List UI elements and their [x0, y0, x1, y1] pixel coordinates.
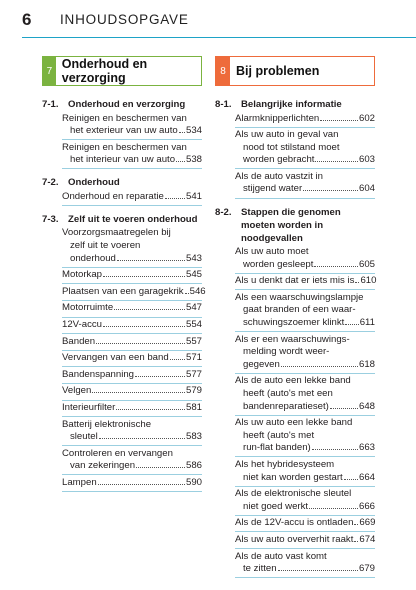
toc-entry[interactable]: [62, 268, 202, 285]
subsection-gap: [215, 199, 375, 203]
toc-column-right: [215, 56, 375, 578]
toc-entry-page: 590: [185, 476, 202, 488]
toc-entry-line: Reinigen en beschermen van: [62, 112, 187, 124]
toc-entry-line: Motorkap: [62, 269, 102, 281]
toc-entry-line: bandenreparatieset): [243, 400, 329, 412]
toc-entry[interactable]: [62, 226, 202, 268]
toc-entry-list: [235, 111, 375, 199]
toc-entry-last-line: [235, 183, 375, 196]
toc-entry-line: Lampen: [62, 476, 97, 488]
toc-entry-line: schuwingszoemer klinkt: [243, 317, 345, 329]
dot-leader: [92, 392, 185, 393]
toc-entry-last-line: [235, 275, 375, 288]
subsection-list: [42, 98, 206, 492]
toc-entry-line: van zekeringen: [70, 460, 136, 472]
toc-entry-page: 618: [358, 358, 375, 370]
toc-entry-page: 571: [185, 352, 202, 364]
toc-entry[interactable]: [62, 384, 202, 401]
toc-column-left: [42, 56, 206, 492]
toc-entry-line: niet kan worden gestart: [243, 471, 343, 483]
dot-leader: [185, 293, 189, 294]
toc-entry-line: Als de auto vast komt: [235, 550, 327, 562]
toc-entry[interactable]: [62, 401, 202, 418]
toc-entry-line: Als uw auto oververhit raakt: [235, 533, 354, 545]
subsection-title: Stappen die genomen moeten worden in noodgevallen: [241, 206, 341, 244]
subsection-title: Onderhoud en verzorging: [68, 99, 186, 110]
toc-entry-page: 603: [358, 154, 375, 166]
toc-entry-line: Als er een waarschuwings-: [235, 333, 350, 345]
toc-entry-line: 12V-accu: [62, 319, 103, 331]
toc-entry-page: 579: [185, 385, 202, 397]
toc-entry-line: Als u denkt dat er iets mis is: [235, 275, 355, 287]
toc-entry-line: Motorruimte: [62, 302, 114, 314]
toc-entry-line: niet goed werkt: [243, 500, 309, 512]
toc-entry-line: zelf uit te voeren: [70, 240, 141, 252]
toc-entry-last-line: [235, 259, 375, 272]
dot-leader: [312, 449, 358, 450]
toc-entry-last-line: [235, 401, 375, 414]
toc-entry-page: 547: [185, 302, 202, 314]
toc-entry-last-line: [235, 113, 375, 126]
toc-entry-page: 666: [358, 500, 375, 512]
toc-entry-line: gaat branden of een waar-: [243, 304, 356, 316]
subsection-number: 8-1.: [215, 99, 232, 110]
toc-entry-page: 586: [185, 460, 202, 472]
dot-leader: [176, 161, 185, 162]
toc-entry-line: worden gebracht: [243, 154, 315, 166]
dot-leader: [98, 484, 185, 485]
toc-entry-list: [235, 245, 375, 579]
toc-entry[interactable]: [62, 318, 202, 335]
toc-entry-page: 583: [185, 431, 202, 443]
toc-entry-last-line: [235, 317, 375, 330]
toc-entry-last-line: [62, 385, 202, 398]
toc-entry-page: 557: [185, 335, 202, 347]
toc-entry-line: worden gesleept: [243, 258, 314, 270]
toc-entry-line: Voorzorgsmaatregelen bij: [62, 227, 171, 239]
toc-entry[interactable]: [235, 516, 375, 533]
toc-entry-line: Reinigen en beschermen van: [62, 141, 187, 153]
toc-entry-line: melding wordt weer-: [243, 346, 330, 358]
toc-entry-line: Plaatsen van een garagekrik: [62, 285, 184, 297]
toc-entry-line: Als uw auto in geval van: [235, 129, 339, 141]
toc-entry[interactable]: [235, 416, 375, 458]
dot-leader: [330, 408, 358, 409]
dot-leader: [320, 120, 358, 121]
toc-entry[interactable]: [235, 457, 375, 486]
dot-leader: [303, 190, 358, 191]
subsection-gap: [42, 169, 202, 173]
toc-entry-last-line: [235, 517, 375, 530]
toc-entry-line: het interieur van uw auto: [70, 154, 176, 166]
subsection-list: [215, 98, 375, 578]
toc-entry-line: Velgen: [62, 385, 92, 397]
page-header: [0, 0, 416, 40]
toc-entry-line: Alarmknipperlichten: [235, 112, 320, 124]
toc-entry-line: Als uw auto een lekke band: [235, 417, 353, 429]
toc-entry-line: Als de auto vastzit in: [235, 170, 323, 182]
page-title: INHOUDSOPGAVE: [60, 12, 189, 27]
toc-entry-page: 604: [358, 183, 375, 195]
toc-entry-last-line: [235, 154, 375, 167]
toc-entry[interactable]: [235, 274, 375, 291]
toc-entry-line: Als een waarschuwingslampje: [235, 291, 364, 303]
toc-entry[interactable]: [62, 475, 202, 492]
page-number: 6: [22, 10, 32, 29]
dot-leader: [103, 326, 185, 327]
toc-entry-page: 554: [185, 319, 202, 331]
subsection-heading[interactable]: [42, 213, 202, 226]
section-number: 7: [43, 57, 56, 85]
toc-entry-line: Vervangen van een band: [62, 352, 169, 364]
dot-leader: [278, 570, 358, 571]
toc-entry-last-line: [235, 442, 375, 455]
toc-entry-last-line: [235, 501, 375, 514]
header-divider: [22, 37, 416, 38]
section-number: 8: [216, 57, 230, 85]
toc-entry[interactable]: [62, 367, 202, 384]
dot-leader: [179, 132, 185, 133]
toc-entry-line: Bandenspanning: [62, 368, 135, 380]
subsection-heading[interactable]: [215, 98, 375, 111]
toc-entry-page: 679: [358, 563, 375, 575]
toc-entry-list: [62, 226, 206, 492]
toc-entry-page: 669: [359, 517, 376, 529]
toc-entry-page: 664: [358, 471, 375, 483]
toc-entry-line: Als de auto een lekke band: [235, 375, 351, 387]
toc-entry[interactable]: [62, 417, 202, 446]
section-header[interactable]: [42, 56, 202, 86]
dot-leader: [96, 343, 185, 344]
toc-entry-line: Banden: [62, 335, 96, 347]
toc-entry-line: stijgend water: [243, 183, 303, 195]
toc-entry-last-line: [62, 269, 202, 282]
subsection-number: 7-3.: [42, 213, 59, 225]
subsection-number: 8-2.: [215, 206, 232, 218]
subsection-number: 7-2.: [42, 177, 59, 189]
toc-entry-page: 545: [185, 269, 202, 281]
toc-entry-page: 541: [185, 190, 202, 202]
section-title: Bij problemen: [236, 64, 320, 78]
toc-entry-line: Als het hybridesysteem: [235, 458, 335, 470]
toc-entry-line: Interieurfilter: [62, 402, 116, 413]
dot-leader: [281, 366, 358, 367]
toc-entry-page: 543: [185, 252, 202, 264]
toc-entry-line: het exterieur van uw auto: [70, 125, 178, 137]
toc-entry-line: Als de 12V-accu is ontladen: [235, 517, 354, 529]
toc-entry-line: heeft (auto's met een: [243, 388, 333, 399]
toc-entry-page: 663: [358, 442, 375, 454]
toc-entry-page: 546: [189, 285, 206, 297]
section-header[interactable]: [215, 56, 375, 86]
dot-leader: [355, 282, 359, 283]
dot-leader: [170, 359, 185, 360]
dot-leader: [314, 266, 358, 267]
toc-entry-line: sleutel: [70, 431, 98, 443]
toc-entry-page: 577: [185, 368, 202, 380]
toc-entry-last-line: [235, 563, 375, 576]
toc-entry-last-line: [62, 154, 202, 167]
toc-entry[interactable]: [235, 487, 375, 516]
toc-entry-last-line: [62, 253, 202, 266]
section-title: Onderhoud en verzorging: [61, 57, 148, 85]
toc-entry-line: onderhoud: [70, 252, 116, 264]
toc-entry[interactable]: [62, 140, 202, 169]
toc-entry-page: 674: [359, 533, 376, 545]
dot-leader: [354, 524, 358, 525]
toc-entry-page: 610: [360, 275, 377, 287]
dot-leader: [99, 438, 185, 439]
toc-entry-last-line: [62, 431, 202, 444]
dot-leader: [345, 324, 358, 325]
toc-entry-last-line: [62, 402, 202, 415]
dot-leader: [315, 161, 358, 162]
toc-entry-last-line: [62, 477, 202, 490]
toc-entry-line: te zitten: [243, 563, 277, 575]
toc-entry[interactable]: [235, 290, 375, 332]
toc-entry-list: [62, 189, 202, 206]
subsection-title: Zelf uit te voeren onderhoud: [68, 213, 198, 225]
dot-leader: [354, 541, 358, 542]
toc-entry[interactable]: [235, 332, 375, 374]
subsection-heading[interactable]: [215, 206, 375, 245]
toc-entry-line: Als de elektronische sleutel: [235, 488, 352, 500]
toc-entry-last-line: [235, 534, 375, 547]
toc-entry-line: Onderhoud en reparatie: [62, 190, 164, 202]
toc-entry[interactable]: [235, 169, 375, 198]
dot-leader: [114, 309, 185, 310]
subsection-number: 7-1.: [42, 99, 59, 110]
toc-entry-last-line: [62, 285, 206, 299]
toc-entry-last-line: [62, 336, 202, 349]
toc-entry-last-line: [62, 125, 202, 138]
toc-entry-list: [62, 111, 202, 169]
toc-entry-line: run-flat banden): [243, 442, 311, 454]
toc-entry-last-line: [62, 191, 202, 204]
toc-entry-page: 534: [185, 125, 202, 137]
toc-entry[interactable]: [235, 532, 375, 549]
toc-entry-line: heeft (auto's met: [243, 429, 315, 441]
toc-entry[interactable]: [62, 301, 202, 318]
dot-leader: [136, 467, 185, 468]
toc-entry-page: 648: [358, 400, 375, 412]
subsection-gap: [42, 206, 202, 210]
dot-leader: [117, 260, 185, 261]
toc-entry-line: nood tot stilstand moet: [243, 141, 340, 153]
subsection-title: Onderhoud: [68, 177, 120, 189]
toc-entry-page: 611: [359, 317, 375, 329]
toc-entry-last-line: [62, 302, 202, 315]
toc-entry[interactable]: [62, 189, 202, 206]
dot-leader: [116, 409, 185, 410]
dot-leader: [135, 376, 185, 377]
toc-entry-page: 581: [185, 402, 202, 413]
toc-entry[interactable]: [62, 446, 202, 475]
toc-entry-last-line: [235, 472, 375, 485]
toc-entry-last-line: [62, 352, 202, 365]
toc-entry[interactable]: [235, 374, 375, 416]
subsection-heading[interactable]: [42, 176, 202, 189]
dot-leader: [165, 198, 185, 199]
subsection-heading[interactable]: [42, 98, 202, 111]
toc-entry[interactable]: [62, 334, 202, 351]
toc-entry-line: gegeven: [243, 358, 280, 370]
toc-entry-page: 538: [185, 154, 202, 166]
toc-entry[interactable]: [62, 351, 202, 368]
toc-entry-last-line: [62, 319, 202, 332]
toc-entry-line: Controleren en vervangen: [62, 447, 173, 459]
toc-entry-line: Als uw auto moet: [235, 246, 309, 258]
toc-entry[interactable]: [62, 284, 206, 301]
toc-entry-page: 602: [358, 112, 375, 124]
dot-leader: [309, 508, 358, 509]
toc-entry[interactable]: [235, 549, 375, 578]
toc-entry-last-line: [235, 359, 375, 372]
toc-entry[interactable]: [235, 128, 375, 170]
dot-leader: [344, 479, 358, 480]
toc-entry[interactable]: [62, 111, 202, 140]
subsection-title: Belangrijke informatie: [241, 99, 342, 110]
toc-entry[interactable]: [235, 111, 375, 128]
toc-entry-page: 605: [358, 258, 375, 270]
toc-entry-line: Batterij elektronische: [62, 418, 152, 430]
toc-entry-last-line: [62, 369, 202, 382]
dot-leader: [103, 276, 185, 277]
toc-entry-last-line: [62, 460, 202, 473]
toc-entry[interactable]: [235, 245, 375, 274]
